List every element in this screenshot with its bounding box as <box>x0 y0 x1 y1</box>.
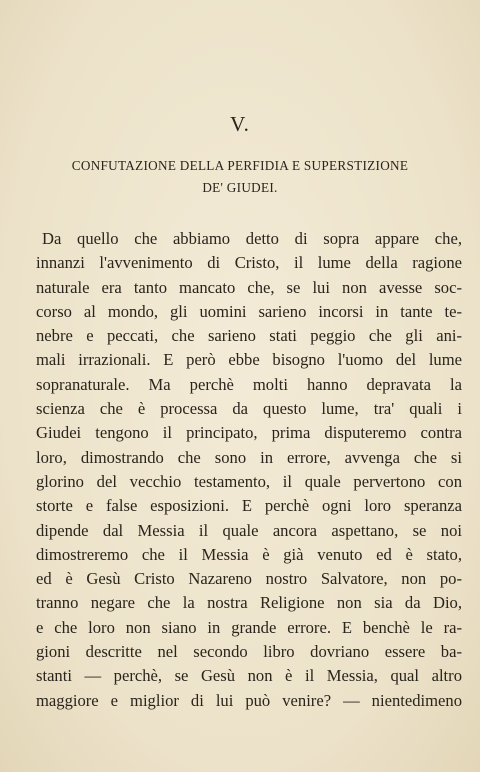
text-line: e che loro non siano in grande errore. E benchè le ra- <box>36 617 462 637</box>
text-line: dipende dal Messia il quale ancora aspettano, se noi <box>36 520 462 540</box>
text-line: dimostreremo che il Messia è già venuto ed è stato, <box>36 544 462 564</box>
text-line: glorino del vecchio testamento, il quale pervertono con <box>36 471 462 491</box>
text-line: innanzi l'avvenimento di Cristo, il lume della ragione <box>36 253 462 273</box>
body-paragraph <box>36 227 462 713</box>
chapter-title <box>40 155 440 199</box>
text-line: sopranaturale. Ma perchè molti hanno depravata la <box>36 374 462 394</box>
chapter-title-line-1: CONFUTAZIONE DELLA PERFIDIA E SUPERSTIZIONE <box>71 158 409 173</box>
text-line: nebre e peccati, che sarieno stati peggio che gli ani- <box>36 326 462 346</box>
text-line: storte e false esposizioni. E perchè ogni loro speranza <box>36 496 462 516</box>
text-line: Da quello che abbiamo detto di sopra appare che, <box>42 229 462 248</box>
chapter-title-line-2: DE' GIUDEI. <box>202 180 278 195</box>
text-line: Giudei tengono il principato, prima disputeremo contra <box>36 423 462 443</box>
chapter-number: V. <box>230 112 250 136</box>
text-line: ed è Gesù Cristo Nazareno nostro Salvatore, non po- <box>36 569 462 589</box>
text-line: loro, dimostrando che sono in errore, avvenga che si <box>36 447 462 467</box>
text-line: gioni descritte nel secondo libro dovriano essere ba- <box>36 642 462 662</box>
text-line: corso al mondo, gli uomini sarieno incorsi in tante te- <box>36 301 462 321</box>
text-line: mali irrazionali. E però ebbe bisogno l'uomo del lume <box>36 350 462 370</box>
text-line: naturale era tanto mancato che, se lui non avesse soc- <box>36 277 462 297</box>
text-line: tranno negare che la nostra Religione non sia da Dio, <box>36 593 462 613</box>
text-line: stanti — perchè, se Gesù non è il Messia, qual altro <box>36 666 462 686</box>
text-line: scienza che è processa da questo lume, tra' quali i <box>36 399 462 419</box>
text-line: maggiore e miglior di lui può venire? — nientedimeno <box>36 690 462 710</box>
